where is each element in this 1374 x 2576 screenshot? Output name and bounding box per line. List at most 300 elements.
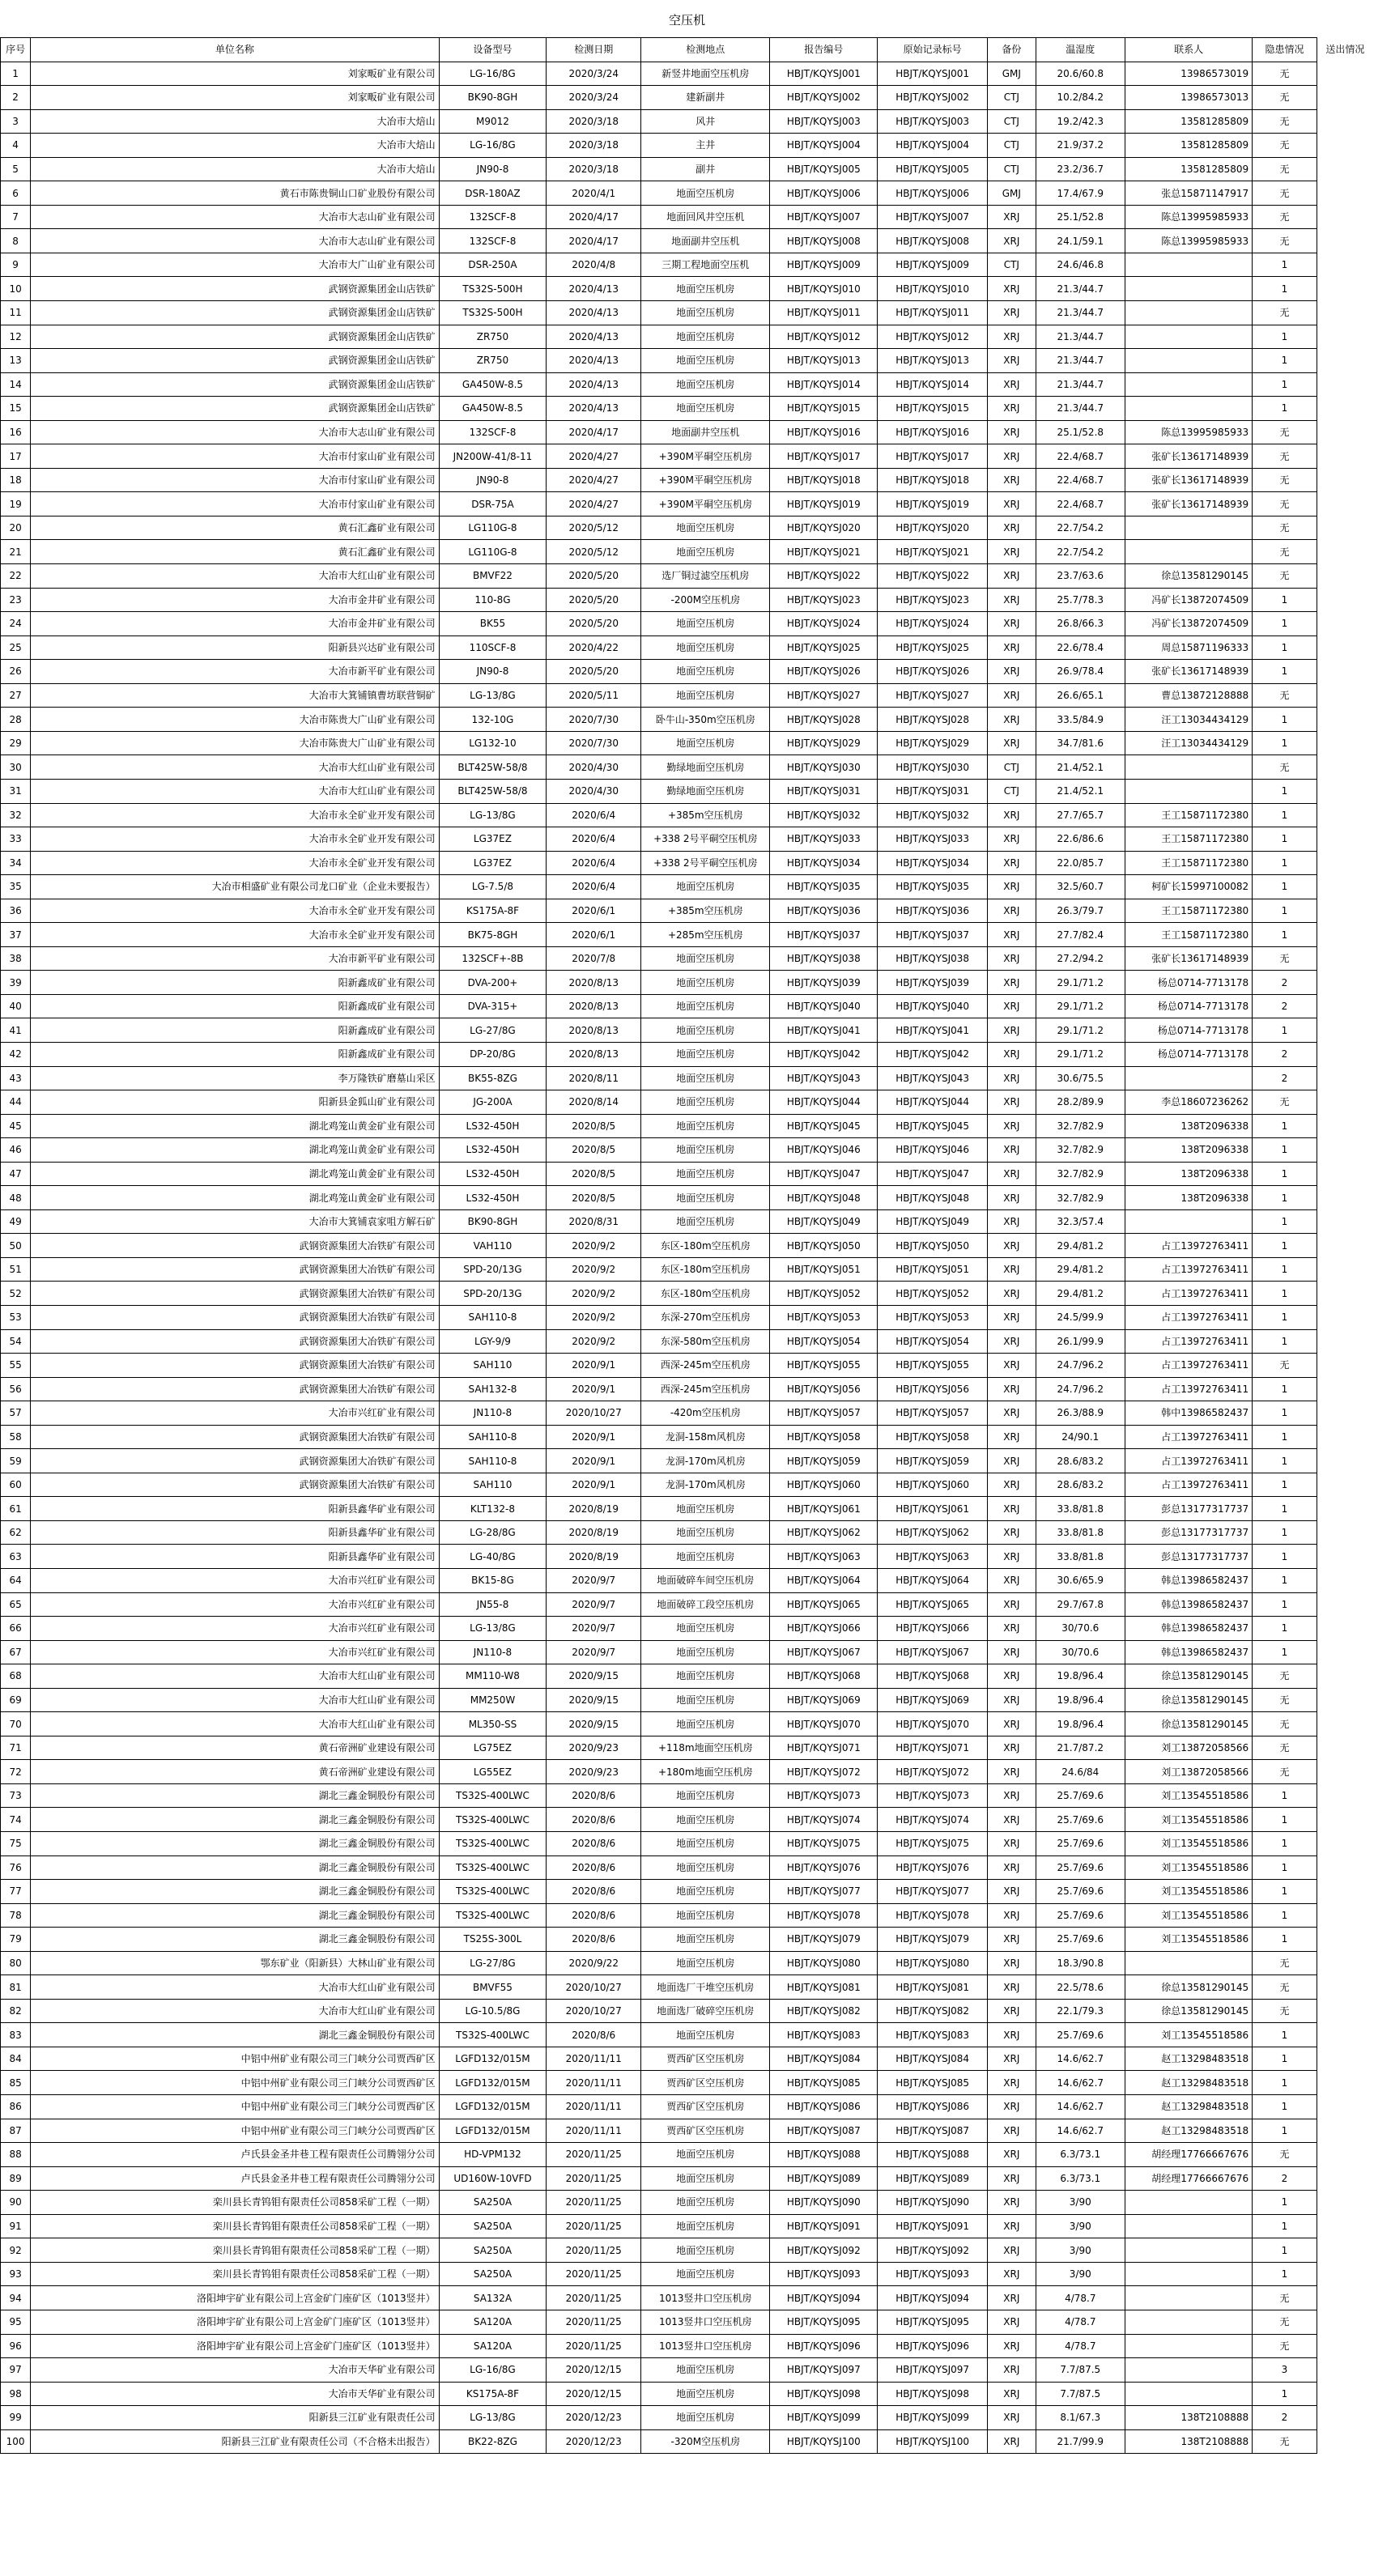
cell-temp-humidity: 26.3/88.9: [1036, 1401, 1125, 1426]
cell-report-no: HBJT/KQYSJ012: [770, 325, 878, 349]
cell-hazard: 无: [1253, 492, 1317, 516]
cell-backup: XRJ: [988, 277, 1036, 301]
cell-unit: 阳新县兴达矿业有限公司: [31, 635, 439, 660]
header-cell-temp-humidity: 温湿度: [1036, 38, 1125, 62]
cell-contact: 李总18607236262: [1125, 1090, 1253, 1115]
cell-date: 2020/8/5: [547, 1138, 641, 1163]
cell-unit: 大冶市新平矿业有限公司: [31, 660, 439, 684]
cell-backup: XRJ: [988, 420, 1036, 444]
cell-unit: 大冶市大红山矿业有限公司: [31, 564, 439, 589]
cell-index: 59: [1, 1449, 31, 1473]
cell-temp-humidity: 25.7/69.6: [1036, 1808, 1125, 1832]
cell-location: 东区-180m空压机房: [641, 1282, 770, 1306]
cell-model: DSR-180AZ: [439, 181, 547, 206]
table-row: [1, 971, 1374, 995]
cell-record-no: HBJT/KQYSJ019: [878, 492, 988, 516]
cell-temp-humidity: 32.7/82.9: [1036, 1162, 1125, 1186]
table-row: [1, 827, 1374, 852]
cell-temp-humidity: 6.3/73.1: [1036, 2166, 1125, 2191]
cell-unit: 武钢资源集团金山店铁矿: [31, 325, 439, 349]
header-cell-backup: 备份: [988, 38, 1036, 62]
cell-date: 2020/8/6: [547, 1808, 641, 1832]
cell-contact: 张矿长13617148939: [1125, 946, 1253, 971]
cell-unit: 湖北三鑫金铜股份有限公司: [31, 1783, 439, 1808]
cell-model: BMVF22: [439, 564, 547, 589]
cell-date: 2020/9/2: [547, 1257, 641, 1282]
cell-record-no: HBJT/KQYSJ097: [878, 2358, 988, 2383]
cell-report-no: HBJT/KQYSJ073: [770, 1783, 878, 1808]
cell-contact: 13581285809: [1125, 157, 1253, 181]
cell-location: 地面选厂破碎空压机房: [641, 1999, 770, 2023]
cell-unit: 阳新鑫成矿业有限公司: [31, 1018, 439, 1043]
cell-hazard: 1: [1253, 2238, 1317, 2263]
cell-hazard: 无: [1253, 1354, 1317, 1378]
table-row: [1, 2214, 1374, 2238]
table-row: [1, 2286, 1374, 2310]
cell-location: 地面空压机房: [641, 1497, 770, 1521]
cell-index: 18: [1, 468, 31, 492]
table-row: [1, 612, 1374, 636]
cell-backup: XRJ: [988, 1329, 1036, 1354]
cell-report-no: HBJT/KQYSJ091: [770, 2214, 878, 2238]
cell-sent: [1317, 205, 1373, 229]
table-row: [1, 325, 1374, 349]
cell-hazard: 1: [1253, 1880, 1317, 1904]
cell-record-no: HBJT/KQYSJ044: [878, 1090, 988, 1115]
cell-unit: 湖北三鑫金铜股份有限公司: [31, 1903, 439, 1928]
cell-date: 2020/9/23: [547, 1760, 641, 1784]
cell-record-no: HBJT/KQYSJ034: [878, 851, 988, 875]
cell-report-no: HBJT/KQYSJ086: [770, 2095, 878, 2119]
cell-index: 16: [1, 420, 31, 444]
cell-contact: 赵工13298483518: [1125, 2095, 1253, 2119]
cell-temp-humidity: 8.1/67.3: [1036, 2406, 1125, 2430]
cell-model: LG132-10: [439, 731, 547, 755]
table-row: [1, 1425, 1374, 1449]
cell-contact: 汪工13034434129: [1125, 708, 1253, 732]
cell-index: 87: [1, 2119, 31, 2143]
cell-record-no: HBJT/KQYSJ078: [878, 1903, 988, 1928]
cell-date: 2020/11/25: [547, 2191, 641, 2215]
cell-model: JG-200A: [439, 1090, 547, 1115]
cell-index: 15: [1, 397, 31, 421]
cell-location: 地面空压机房: [641, 1783, 770, 1808]
cell-hazard: 无: [1253, 683, 1317, 708]
cell-unit: 大冶市兴红矿业有限公司: [31, 1640, 439, 1664]
cell-model: TS32S-400LWC: [439, 1808, 547, 1832]
cell-hazard: 1: [1253, 2119, 1317, 2143]
cell-hazard: 1: [1253, 1832, 1317, 1856]
cell-temp-humidity: 25.7/78.3: [1036, 588, 1125, 612]
cell-unit: 大冶市永全矿业开发有限公司: [31, 923, 439, 947]
cell-temp-humidity: 22.7/54.2: [1036, 516, 1125, 540]
cell-model: SAH110: [439, 1473, 547, 1497]
cell-record-no: HBJT/KQYSJ050: [878, 1234, 988, 1258]
table-row: [1, 253, 1374, 277]
cell-record-no: HBJT/KQYSJ081: [878, 1975, 988, 2000]
cell-contact: [1125, 779, 1253, 803]
cell-contact: 彭总13177317737: [1125, 1497, 1253, 1521]
cell-temp-humidity: 33.8/81.8: [1036, 1545, 1125, 1569]
cell-unit: 黄石汇鑫矿业有限公司: [31, 540, 439, 564]
cell-report-no: HBJT/KQYSJ044: [770, 1090, 878, 1115]
cell-hazard: 无: [1253, 540, 1317, 564]
cell-contact: 占工13972763411: [1125, 1234, 1253, 1258]
cell-record-no: HBJT/KQYSJ049: [878, 1209, 988, 1234]
cell-model: SA120A: [439, 2334, 547, 2358]
cell-backup: XRJ: [988, 1688, 1036, 1712]
cell-location: 地面空压机房: [641, 1928, 770, 1952]
cell-date: 2020/8/14: [547, 1090, 641, 1115]
cell-record-no: HBJT/KQYSJ065: [878, 1592, 988, 1617]
cell-location: 地面空压机房: [641, 1114, 770, 1138]
cell-location: +338 2号平硐空压机房: [641, 827, 770, 852]
cell-backup: XRJ: [988, 1760, 1036, 1784]
cell-contact: 赵工13298483518: [1125, 2119, 1253, 2143]
cell-location: 副井: [641, 157, 770, 181]
cell-record-no: HBJT/KQYSJ009: [878, 253, 988, 277]
cell-temp-humidity: 21.3/44.7: [1036, 301, 1125, 325]
cell-model: JN90-8: [439, 468, 547, 492]
cell-hazard: 1: [1253, 1018, 1317, 1043]
cell-sent: [1317, 1903, 1373, 1928]
cell-sent: [1317, 1162, 1373, 1186]
cell-report-no: HBJT/KQYSJ011: [770, 301, 878, 325]
cell-index: 89: [1, 2166, 31, 2191]
cell-unit: 武钢资源集团大冶铁矿有限公司: [31, 1449, 439, 1473]
cell-date: 2020/11/25: [547, 2238, 641, 2263]
cell-report-no: HBJT/KQYSJ061: [770, 1497, 878, 1521]
cell-hazard: 1: [1253, 1401, 1317, 1426]
cell-index: 73: [1, 1783, 31, 1808]
cell-unit: 大冶市天华矿业有限公司: [31, 2358, 439, 2383]
cell-contact: 王工15871172380: [1125, 923, 1253, 947]
cell-sent: [1317, 277, 1373, 301]
cell-date: 2020/7/8: [547, 946, 641, 971]
cell-hazard: 1: [1253, 923, 1317, 947]
cell-index: 36: [1, 899, 31, 923]
cell-date: 2020/8/19: [547, 1497, 641, 1521]
cell-contact: [1125, 253, 1253, 277]
cell-sent: [1317, 157, 1373, 181]
cell-model: JN200W-41/8-11: [439, 444, 547, 469]
cell-record-no: HBJT/KQYSJ068: [878, 1664, 988, 1689]
cell-report-no: HBJT/KQYSJ074: [770, 1808, 878, 1832]
cell-hazard: 无: [1253, 1688, 1317, 1712]
cell-record-no: HBJT/KQYSJ026: [878, 660, 988, 684]
cell-backup: XRJ: [988, 1305, 1036, 1329]
table-row: [1, 62, 1374, 86]
cell-hazard: 1: [1253, 1186, 1317, 1210]
equipment-table: [0, 37, 1374, 2454]
table-row: [1, 923, 1374, 947]
cell-index: 100: [1, 2429, 31, 2454]
cell-index: 27: [1, 683, 31, 708]
cell-temp-humidity: 24.7/96.2: [1036, 1377, 1125, 1401]
cell-location: +385m空压机房: [641, 899, 770, 923]
cell-location: 地面空压机房: [641, 1712, 770, 1736]
cell-location: 地面空压机房: [641, 1951, 770, 1975]
cell-location: 地面空压机房: [641, 2406, 770, 2430]
cell-report-no: HBJT/KQYSJ089: [770, 2166, 878, 2191]
cell-temp-humidity: 23.2/36.7: [1036, 157, 1125, 181]
cell-record-no: HBJT/KQYSJ040: [878, 994, 988, 1018]
cell-location: 地面空压机房: [641, 1855, 770, 1880]
cell-location: 地面副井空压机: [641, 229, 770, 253]
table-row: [1, 2334, 1374, 2358]
cell-hazard: 1: [1253, 1138, 1317, 1163]
cell-record-no: HBJT/KQYSJ061: [878, 1497, 988, 1521]
cell-hazard: 1: [1253, 803, 1317, 827]
cell-temp-humidity: 27.7/82.4: [1036, 923, 1125, 947]
cell-date: 2020/6/4: [547, 827, 641, 852]
cell-contact: 徐总13581290145: [1125, 1999, 1253, 2023]
cell-backup: XRJ: [988, 1186, 1036, 1210]
cell-unit: 大冶市永全矿业开发有限公司: [31, 803, 439, 827]
header-cell-hazard: 隐患情况: [1253, 38, 1317, 62]
cell-index: 11: [1, 301, 31, 325]
cell-report-no: HBJT/KQYSJ046: [770, 1138, 878, 1163]
cell-report-no: HBJT/KQYSJ060: [770, 1473, 878, 1497]
cell-hazard: 2: [1253, 2166, 1317, 2191]
cell-date: 2020/11/11: [547, 2047, 641, 2071]
table-row: [1, 1592, 1374, 1617]
cell-sent: [1317, 325, 1373, 349]
cell-backup: XRJ: [988, 349, 1036, 373]
cell-temp-humidity: 21.3/44.7: [1036, 277, 1125, 301]
cell-location: 地面空压机房: [641, 1066, 770, 1090]
cell-sent: [1317, 109, 1373, 134]
cell-report-no: HBJT/KQYSJ092: [770, 2238, 878, 2263]
cell-temp-humidity: 30/70.6: [1036, 1617, 1125, 1641]
cell-temp-humidity: 29.1/71.2: [1036, 994, 1125, 1018]
cell-hazard: 无: [1253, 444, 1317, 469]
cell-hazard: 无: [1253, 2143, 1317, 2167]
cell-unit: 栾川县长青钨钼有限责任公司858采矿工程（一期）: [31, 2214, 439, 2238]
cell-location: 建新副井: [641, 86, 770, 110]
cell-location: 地面空压机房: [641, 1832, 770, 1856]
table-row: [1, 540, 1374, 564]
cell-date: 2020/9/23: [547, 1736, 641, 1760]
cell-hazard: 1: [1253, 1473, 1317, 1497]
cell-date: 2020/12/15: [547, 2382, 641, 2406]
header-cell-record-no: 原始记录标号: [878, 38, 988, 62]
cell-contact: [1125, 2262, 1253, 2286]
cell-date: 2020/12/23: [547, 2429, 641, 2454]
cell-report-no: HBJT/KQYSJ081: [770, 1975, 878, 2000]
cell-temp-humidity: 25.1/52.8: [1036, 205, 1125, 229]
cell-hazard: 无: [1253, 1712, 1317, 1736]
cell-model: LS32-450H: [439, 1186, 547, 1210]
cell-model: LG-16/8G: [439, 62, 547, 86]
cell-unit: 武钢资源集团大冶铁矿有限公司: [31, 1473, 439, 1497]
cell-hazard: 1: [1253, 2047, 1317, 2071]
cell-hazard: 1: [1253, 827, 1317, 852]
table-row: [1, 1018, 1374, 1043]
cell-date: 2020/8/6: [547, 1880, 641, 1904]
cell-contact: 陈总13995985933: [1125, 205, 1253, 229]
cell-unit: 阳新鑫成矿业有限公司: [31, 994, 439, 1018]
cell-model: ZR750: [439, 325, 547, 349]
cell-unit: 武钢资源集团金山店铁矿: [31, 397, 439, 421]
cell-sent: [1317, 1042, 1373, 1066]
cell-record-no: HBJT/KQYSJ004: [878, 134, 988, 158]
table-row: [1, 2071, 1374, 2095]
cell-date: 2020/11/11: [547, 2095, 641, 2119]
cell-unit: 湖北三鑫金铜股份有限公司: [31, 1855, 439, 1880]
cell-model: KS175A-8F: [439, 899, 547, 923]
cell-unit: 洛阳坤宇矿业有限公司上宫金矿门座矿区（1013竖井）: [31, 2310, 439, 2334]
cell-location: +338 2号平硐空压机房: [641, 851, 770, 875]
cell-temp-humidity: 33.8/81.8: [1036, 1520, 1125, 1545]
cell-temp-humidity: 19.2/42.3: [1036, 109, 1125, 134]
cell-model: LG110G-8: [439, 516, 547, 540]
cell-unit: 黄石帝洲矿业建设有限公司: [31, 1760, 439, 1784]
cell-backup: XRJ: [988, 444, 1036, 469]
table-row: [1, 899, 1374, 923]
cell-index: 23: [1, 588, 31, 612]
cell-hazard: 2: [1253, 1042, 1317, 1066]
cell-record-no: HBJT/KQYSJ074: [878, 1808, 988, 1832]
cell-date: 2020/9/22: [547, 1951, 641, 1975]
table-row: [1, 1545, 1374, 1569]
cell-backup: XRJ: [988, 1042, 1036, 1066]
cell-report-no: HBJT/KQYSJ048: [770, 1186, 878, 1210]
table-row: [1, 2023, 1374, 2047]
cell-index: 67: [1, 1640, 31, 1664]
cell-sent: [1317, 397, 1373, 421]
table-row: [1, 1999, 1374, 2023]
cell-contact: 刘工13545518586: [1125, 1783, 1253, 1808]
cell-index: 93: [1, 2262, 31, 2286]
cell-location: 地面空压机房: [641, 1903, 770, 1928]
cell-sent: [1317, 2047, 1373, 2071]
cell-date: 2020/6/4: [547, 851, 641, 875]
cell-unit: 湖北鸡笼山黄金矿业有限公司: [31, 1138, 439, 1163]
cell-location: 地面空压机房: [641, 181, 770, 206]
cell-location: 地面空压机房: [641, 1138, 770, 1163]
cell-date: 2020/9/15: [547, 1688, 641, 1712]
cell-date: 2020/9/7: [547, 1640, 641, 1664]
cell-model: LG-13/8G: [439, 803, 547, 827]
cell-contact: 徐总13581290145: [1125, 564, 1253, 589]
cell-record-no: HBJT/KQYSJ018: [878, 468, 988, 492]
cell-contact: 138T2096338: [1125, 1138, 1253, 1163]
cell-backup: XRJ: [988, 229, 1036, 253]
cell-unit: 大冶市大箕铺袁家咀方解石矿: [31, 1209, 439, 1234]
cell-sent: [1317, 516, 1373, 540]
cell-sent: [1317, 1234, 1373, 1258]
cell-date: 2020/7/30: [547, 731, 641, 755]
cell-index: 81: [1, 1975, 31, 2000]
cell-location: 地面空压机房: [641, 2358, 770, 2383]
cell-index: 66: [1, 1617, 31, 1641]
cell-temp-humidity: 25.1/52.8: [1036, 420, 1125, 444]
cell-record-no: HBJT/KQYSJ094: [878, 2286, 988, 2310]
cell-backup: CTJ: [988, 755, 1036, 780]
cell-location: 地面空压机房: [641, 2382, 770, 2406]
cell-contact: 徐总13581290145: [1125, 1688, 1253, 1712]
header-cell-contact: 联系人: [1125, 38, 1253, 62]
cell-date: 2020/9/1: [547, 1473, 641, 1497]
cell-sent: [1317, 2310, 1373, 2334]
cell-date: 2020/4/27: [547, 444, 641, 469]
cell-sent: [1317, 181, 1373, 206]
cell-report-no: HBJT/KQYSJ085: [770, 2071, 878, 2095]
cell-sent: [1317, 2191, 1373, 2215]
cell-hazard: 无: [1253, 157, 1317, 181]
table-row: [1, 2358, 1374, 2383]
table-row: [1, 755, 1374, 780]
cell-hazard: 无: [1253, 2286, 1317, 2310]
cell-report-no: HBJT/KQYSJ078: [770, 1903, 878, 1928]
table-row: [1, 1880, 1374, 1904]
cell-location: 贾西矿区空压机房: [641, 2095, 770, 2119]
cell-unit: 大冶市陈贵大广山矿业有限公司: [31, 708, 439, 732]
cell-hazard: 1: [1253, 1114, 1317, 1138]
cell-backup: XRJ: [988, 2143, 1036, 2167]
cell-sent: [1317, 1712, 1373, 1736]
cell-backup: XRJ: [988, 2238, 1036, 2263]
cell-record-no: HBJT/KQYSJ073: [878, 1783, 988, 1808]
cell-contact: [1125, 1951, 1253, 1975]
cell-backup: XRJ: [988, 1903, 1036, 1928]
cell-record-no: HBJT/KQYSJ100: [878, 2429, 988, 2454]
cell-sent: [1317, 2286, 1373, 2310]
cell-hazard: 1: [1253, 1234, 1317, 1258]
cell-location: +285m空压机房: [641, 923, 770, 947]
cell-sent: [1317, 1617, 1373, 1641]
cell-report-no: HBJT/KQYSJ028: [770, 708, 878, 732]
cell-report-no: HBJT/KQYSJ058: [770, 1425, 878, 1449]
cell-backup: XRJ: [988, 2119, 1036, 2143]
cell-location: 1013竖井口空压机房: [641, 2286, 770, 2310]
cell-sent: [1317, 2143, 1373, 2167]
cell-temp-humidity: 28.6/83.2: [1036, 1449, 1125, 1473]
cell-hazard: 1: [1253, 1617, 1317, 1641]
table-row: [1, 134, 1374, 158]
cell-model: SAH110-8: [439, 1449, 547, 1473]
cell-unit: 武钢资源集团金山店铁矿: [31, 349, 439, 373]
cell-temp-humidity: 24.1/59.1: [1036, 229, 1125, 253]
cell-report-no: HBJT/KQYSJ004: [770, 134, 878, 158]
cell-report-no: HBJT/KQYSJ043: [770, 1066, 878, 1090]
cell-sent: [1317, 2071, 1373, 2095]
cell-temp-humidity: 21.3/44.7: [1036, 397, 1125, 421]
cell-backup: XRJ: [988, 205, 1036, 229]
cell-model: MM250W: [439, 1688, 547, 1712]
cell-backup: XRJ: [988, 851, 1036, 875]
cell-contact: 刘工13545518586: [1125, 1808, 1253, 1832]
table-row: [1, 875, 1374, 899]
cell-index: 72: [1, 1760, 31, 1784]
cell-report-no: HBJT/KQYSJ019: [770, 492, 878, 516]
cell-record-no: HBJT/KQYSJ017: [878, 444, 988, 469]
cell-record-no: HBJT/KQYSJ080: [878, 1951, 988, 1975]
cell-location: 地面空压机房: [641, 1090, 770, 1115]
cell-date: 2020/9/2: [547, 1282, 641, 1306]
cell-contact: 刘工13545518586: [1125, 1880, 1253, 1904]
cell-report-no: HBJT/KQYSJ036: [770, 899, 878, 923]
cell-date: 2020/9/2: [547, 1305, 641, 1329]
cell-index: 95: [1, 2310, 31, 2334]
cell-model: JN110-8: [439, 1401, 547, 1426]
table-row: [1, 1832, 1374, 1856]
cell-temp-humidity: 21.4/52.1: [1036, 779, 1125, 803]
header-cell-index: 序号: [1, 38, 31, 62]
cell-location: 地面空压机房: [641, 2023, 770, 2047]
cell-index: 9: [1, 253, 31, 277]
